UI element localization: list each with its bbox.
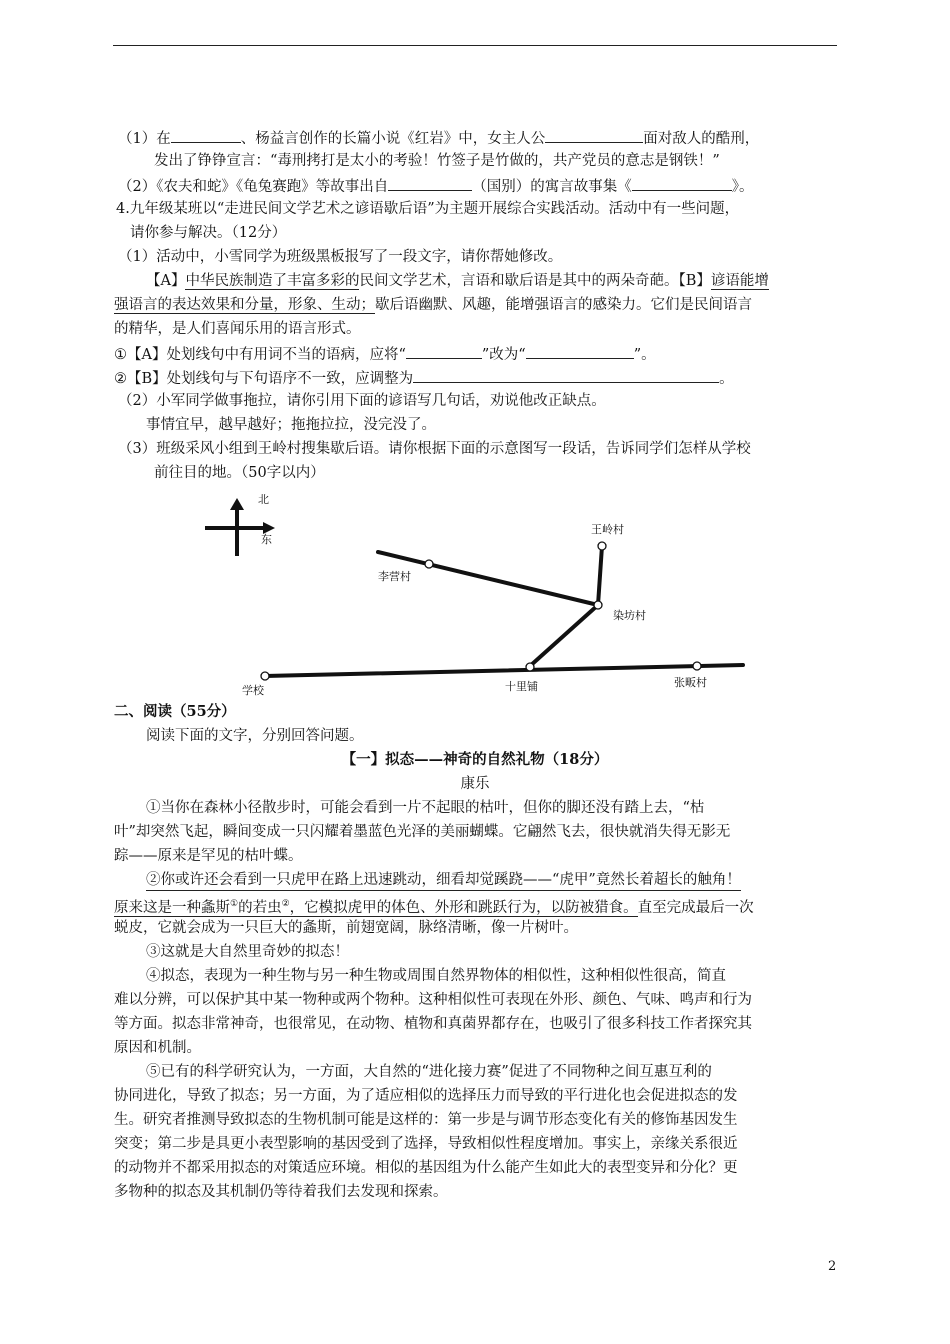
para4-line2: 难以分辨，可以保护其中某一物种或两个物种。这种相似性可表现在外形、颜色、气味、鸣声和行为 (114, 992, 752, 1008)
underlined-text: 强语言的表达效果和分量，形象、生动； (114, 297, 375, 313)
para4-line4: 原因和机制。 (114, 1040, 201, 1056)
q4-line2: 请你参与解决。（12分） (130, 225, 287, 241)
q4-passage-line1 (146, 271, 769, 291)
text: 。 (719, 371, 734, 387)
para5-line5: 的动物并不都采用拟态的对策适应环境。相似的基因组为什么能产生如此大的表型变异和分化？更 (114, 1160, 738, 1176)
text: 》。 (731, 179, 754, 195)
text: 民间文学艺术， (359, 273, 461, 289)
ranfang-label: 染坊村 (613, 609, 646, 622)
text: ②【B】处划线句与下句语序不一致，应调整为 (114, 371, 414, 387)
section-heading: 二、阅读（55分） (114, 703, 236, 720)
zhangfan-node (693, 662, 701, 670)
reading-intro: 阅读下面的文字，分别回答问题。 (146, 728, 364, 744)
roads (265, 546, 743, 676)
text: 言语和歇后语是其中的两朵奇葩。【B】 (460, 273, 711, 289)
q4-sub2: （2）小军同学做事拖拉，请你引用下面的谚语写几句话，劝说他改正缺点。 (118, 393, 606, 409)
page-number: 2 (828, 1259, 837, 1274)
north-arrow-icon (230, 498, 244, 510)
para2-line2 (114, 894, 754, 918)
para4-line3: 等方面。拟态非常神奇，也很常见，在动物、植物和真菌界都存在，也吸引了很多科技工作者探究其 (114, 1016, 752, 1032)
shilipu-node (526, 663, 534, 671)
main-road (265, 665, 743, 676)
article-title: 【一】拟态——神奇的自然礼物（18分） (341, 751, 609, 768)
answer-blank[interactable] (388, 175, 472, 191)
para1-line3: 踪——原来是罕见的枯叶蝶。 (114, 848, 303, 864)
liying-node (425, 560, 433, 568)
answer-blank[interactable] (632, 175, 732, 191)
underlined-text: 中华民族制造了丰富多彩的 (185, 273, 360, 289)
answer-blank[interactable] (545, 127, 643, 143)
text: 【A】 (146, 273, 186, 289)
answer-blank[interactable] (171, 127, 241, 143)
underlined-text: 谚语能增 (710, 273, 769, 289)
text: ”改为“ (481, 347, 526, 363)
q4-question-b (114, 367, 734, 389)
para2-line3: 蜕皮，它就会成为一只巨大的螽斯，前翅宽阔，脉络清晰，像一片树叶。 (114, 920, 578, 936)
answer-blank[interactable] (413, 367, 719, 383)
footnote-mark: ② (281, 899, 290, 909)
para5-line6: 多物种的拟态及其机制仍等待着我们去发现和探索。 (114, 1184, 448, 1200)
road-liying-ranfang (378, 552, 598, 605)
text: 歇后语幽默、风趣，能增强语言的感染力。它们是民间语言 (375, 297, 752, 313)
q4-sub3: （3）班级采风小组到王岭村搜集歇后语。请你根据下面的示意图写一段话，告诉同学们怎样从学校 (118, 441, 751, 457)
north-label: 北 (258, 493, 269, 506)
ranfang-node (594, 601, 602, 609)
text: 直至完成最后一次 (637, 899, 754, 916)
para5-line2: 协同进化，导致了拟态；另一方面，为了适应相似的选择压力而导致的平行进化也会促进拟态的发 (114, 1088, 738, 1104)
article-author: 康乐 (460, 776, 490, 792)
text: ”。 (633, 347, 656, 363)
para3: ③这就是大自然里奇妙的拟态！ (146, 944, 349, 960)
q4-sub2-proverb: 事情宜早，越早越好；拖拖拉拉，没完没了。 (146, 417, 436, 433)
route-map (195, 488, 765, 703)
shilipu-label: 十里铺 (505, 680, 538, 693)
text: 原来这是一种螽斯 (114, 899, 230, 916)
school-label: 学校 (242, 684, 264, 697)
road-ranfang-wangling (598, 546, 602, 605)
liying-label: 李营村 (378, 570, 411, 583)
para5-line4: 突变；第二步是具更小表型影响的基因受到了选择，导致相似性程度增加。事实上，亲缘关系很近 (114, 1136, 738, 1152)
q4-question-a (114, 343, 656, 365)
zhangfan-label: 张畈村 (674, 676, 707, 689)
para1-line1: ①当你在森林小径散步时，可能会看到一片不起眼的枯叶，但你的脚还没有踏上去，“枯 (146, 800, 705, 816)
q1-line1 (118, 127, 759, 149)
text: ①【A】处划线句中有用词不当的语病，应将“ (114, 347, 406, 363)
header-rule (113, 45, 837, 46)
text: （2）《农夫和蛇》《龟兔赛跑》等故事出自 (118, 179, 389, 195)
q1-line2: 发出了铮铮宣言：“毒刑拷打是太小的考验！竹签子是竹做的，共产党员的意志是钢铁！” (154, 153, 720, 169)
school-node (261, 672, 269, 680)
answer-blank[interactable] (526, 343, 634, 359)
text: 、杨益言创作的长篇小说《红岩》中，女主人公 (240, 131, 546, 147)
text: （1）在 (118, 131, 171, 147)
q4-line1: 4.九年级某班以“走进民间文学艺术之谚语歇后语”为主题开展综合实践活动。活动中有一些问题， (116, 201, 740, 217)
footnote-mark: ① (230, 899, 239, 909)
q4-passage-line3: 的精华，是人们喜闻乐用的语言形式。 (114, 321, 361, 337)
para4-line1: ④拟态，表现为一种生物与另一种生物或周围自然界物体的相似性，这种相似性很高，简直 (146, 968, 726, 984)
underlined-text (114, 900, 638, 917)
para2-line1: ②你或许还会看到一只虎甲在路上迅速跳动，细看却觉蹊跷——“虎甲”竟然长着超长的触角！ (146, 870, 741, 891)
q4-passage-line2 (114, 295, 752, 315)
para5-line3: 生。研究者推测导致拟态的生物机制可能是这样的：第一步是与调节形态变化有关的修饰基因发生 (114, 1112, 738, 1128)
text: ，它模拟虎甲的体色、外形和跳跃行为，以防被猎食。 (289, 899, 638, 916)
q1-line3 (118, 175, 753, 197)
road-shilipu-ranfang (530, 605, 598, 666)
text: 的若虫 (238, 899, 282, 916)
compass (205, 493, 275, 556)
text: 面对敌人的酷刑， (643, 131, 760, 147)
text: （国别）的寓言故事集《 (472, 179, 632, 195)
wangling-label: 王岭村 (591, 523, 624, 536)
wangling-node (598, 542, 606, 550)
east-label: 东 (261, 533, 272, 546)
para1-line2: 叶”却突然飞起，瞬间变成一只闪耀着墨蓝色光泽的美丽蝴蝶。它翩然飞去，很快就消失得无影无 (114, 824, 731, 840)
answer-blank[interactable] (406, 343, 482, 359)
para5-line1: ⑤已有的科学研究认为，一方面，大自然的“进化接力赛”促进了不同物种之间互惠互利的 (146, 1064, 712, 1080)
q4-sub3-line2: 前往目的地。（50字以内） (154, 465, 325, 481)
q4-sub1: （1）活动中，小雪同学为班级黑板报写了一段文字，请你帮她修改。 (118, 249, 563, 265)
